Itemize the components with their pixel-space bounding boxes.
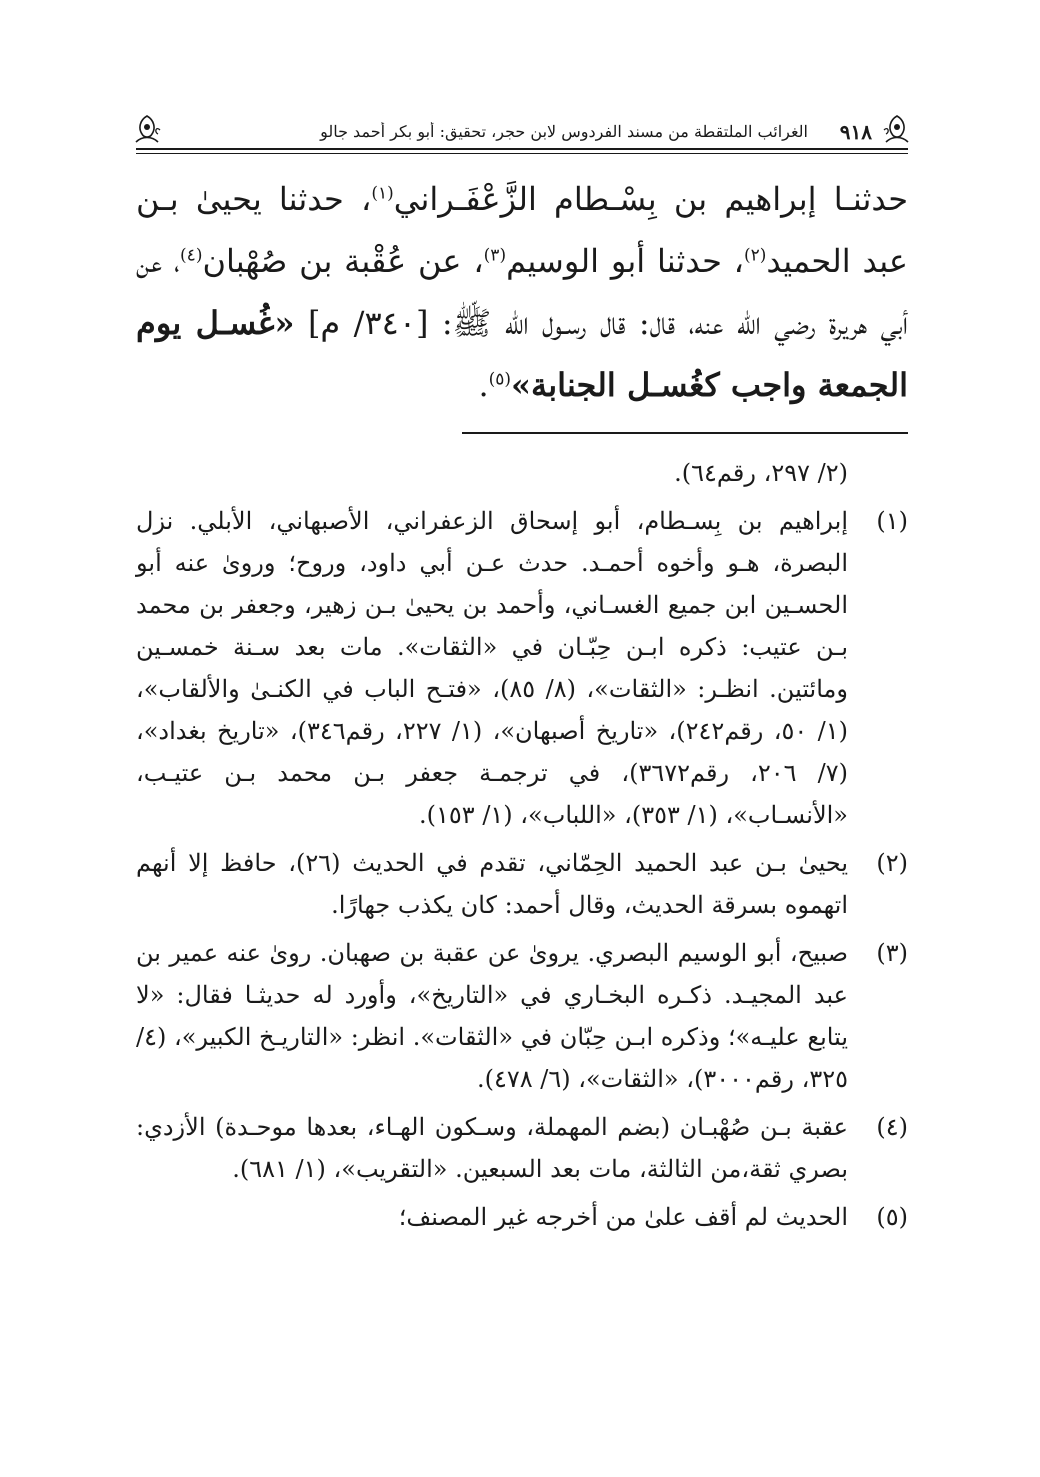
hadith-text: «غُسـل يوم الجمعة واجب كغُسـل الجنابة»: [136, 304, 908, 404]
main-paragraph: [136, 168, 908, 416]
footnote-text: يحيىٰ بـن عبد الحميد الحِمّاني، تقدم في الحديث (٢٦)، حافظ إلا أنهم اتهموه بسرقة الحديث، وقال أحمد: كان يكذب جهارًا.: [136, 849, 848, 919]
text-segment: ، حدثنا أبو الوسيم: [506, 242, 744, 280]
footnote-number: (٢): [876, 849, 908, 877]
text-segment: ، عن أبي هريرة رضي الله عنه، قال: قال رسـول الله ﷺ: [٣٤٠/ م]: [136, 242, 909, 342]
main-text: [136, 168, 908, 416]
footnote-ref-1[interactable]: (١): [371, 183, 394, 204]
header-rule: [136, 148, 908, 150]
footnote-ref-5[interactable]: (٥): [488, 369, 512, 390]
text-segment: .: [478, 366, 489, 404]
footnote-ref-2[interactable]: (٢): [743, 245, 767, 266]
footnote-number: (١): [876, 507, 908, 535]
text-segment: ، عن عُقْبة بن صُهْبان: [202, 242, 484, 280]
footnote-text: إبراهيم بن بِسـطام، أبو إسحاق الزعفراني، الأصبهاني، الأبلي. نزل البصرة، هـو وأخوه أحمـد. حدث عـن أبي داود، وروح؛ وروىٰ عنه أبو الحسـين ابن جميع الغسـاني، وأحمد بن يحيىٰ بـن زهير، وجعفر بن محمد بـن عتيب: ذكره ابـن حِبّـان في «الثقات». مات بعد سـنة خمسـين ومائتين. انظـر: «الثقات»، (٨/ ٨٥)، «فتـح الباب في الكنـىٰ والألقاب»، (١/ ٥٠، رقم٢٤٢)، «تاريخ أصبهان»، (١/ ٢٢٧، رقم٣٤٦)، «تاريخ بغداد»، (٧/ ٢٠٦، رقم٣٦٧٢)، في ترجمـة جعفر بـن محمد بـن عتيـب، «الأنسـاب»، (١/ ٣٥٣)، «اللباب»، (١/ ١٥٣).: [136, 507, 849, 829]
footnote-text: الحديث لم أقف علىٰ من أخرجه غير المصنف؛: [398, 1203, 848, 1231]
footnote-number: (٤): [876, 1113, 908, 1141]
page-header: [136, 112, 908, 152]
floral-ornament-icon: [130, 112, 164, 146]
text-segment: حدثنـا إبراهيم بن بِسْـطام الزَّعْفَـراني: [393, 180, 909, 218]
footnote-item: [136, 1106, 908, 1190]
footnote-continuation: (٢/ ٢٩٧، رقم٦٤).: [674, 459, 848, 487]
footnotes: [136, 452, 908, 1244]
footnote-item: [136, 500, 908, 836]
text-segment: ، حدثنا يحيىٰ بـن عبد الحميد: [136, 180, 909, 280]
running-title: الغرائب الملتقطة من مسند الفردوس لابن حجر، تحقيق: أبو بكر أحمد جالو: [320, 122, 808, 141]
footnote-text: عقبة بـن صُهْبـان (بضم المهملة، وسـكون الهـاء، بعدها موحـدة) الأزدي: بصري ثقة،من الثالثة، مات بعد السبعين. «التقريب»، (١/ ٦٨١).: [136, 1113, 848, 1183]
footnote-item: [136, 842, 908, 926]
footnote-number: (٥): [876, 1203, 908, 1231]
header-rule-thin: [136, 153, 908, 154]
footnote-item: [136, 1196, 908, 1238]
footnote-item: [136, 932, 908, 1100]
footnote-ref-4[interactable]: (٤): [180, 245, 203, 266]
floral-ornament-icon: [880, 112, 914, 146]
footnote-separator: [462, 432, 908, 434]
footnote-text: صبيح، أبو الوسيم البصري. يروىٰ عن عقبة بن صهبان. روىٰ عنه عمير بن عبد المجيـد. ذكـره البخـاري في «التاريخ»، وأورد له حديثـا فقال: «لا يتابع عليـه»؛ وذكره ابـن حِبّان في «الثقات». انظر: «التاريـخ الكبير»، (٤/ ٣٢٥، رقم٣٠٠٠)، «الثقات»، (٦/ ٤٧٨).: [136, 939, 848, 1093]
page-number: ٩١٨: [839, 120, 872, 144]
footnote-ref-3[interactable]: (٣): [483, 245, 507, 266]
footnote-number: (٣): [876, 939, 908, 967]
